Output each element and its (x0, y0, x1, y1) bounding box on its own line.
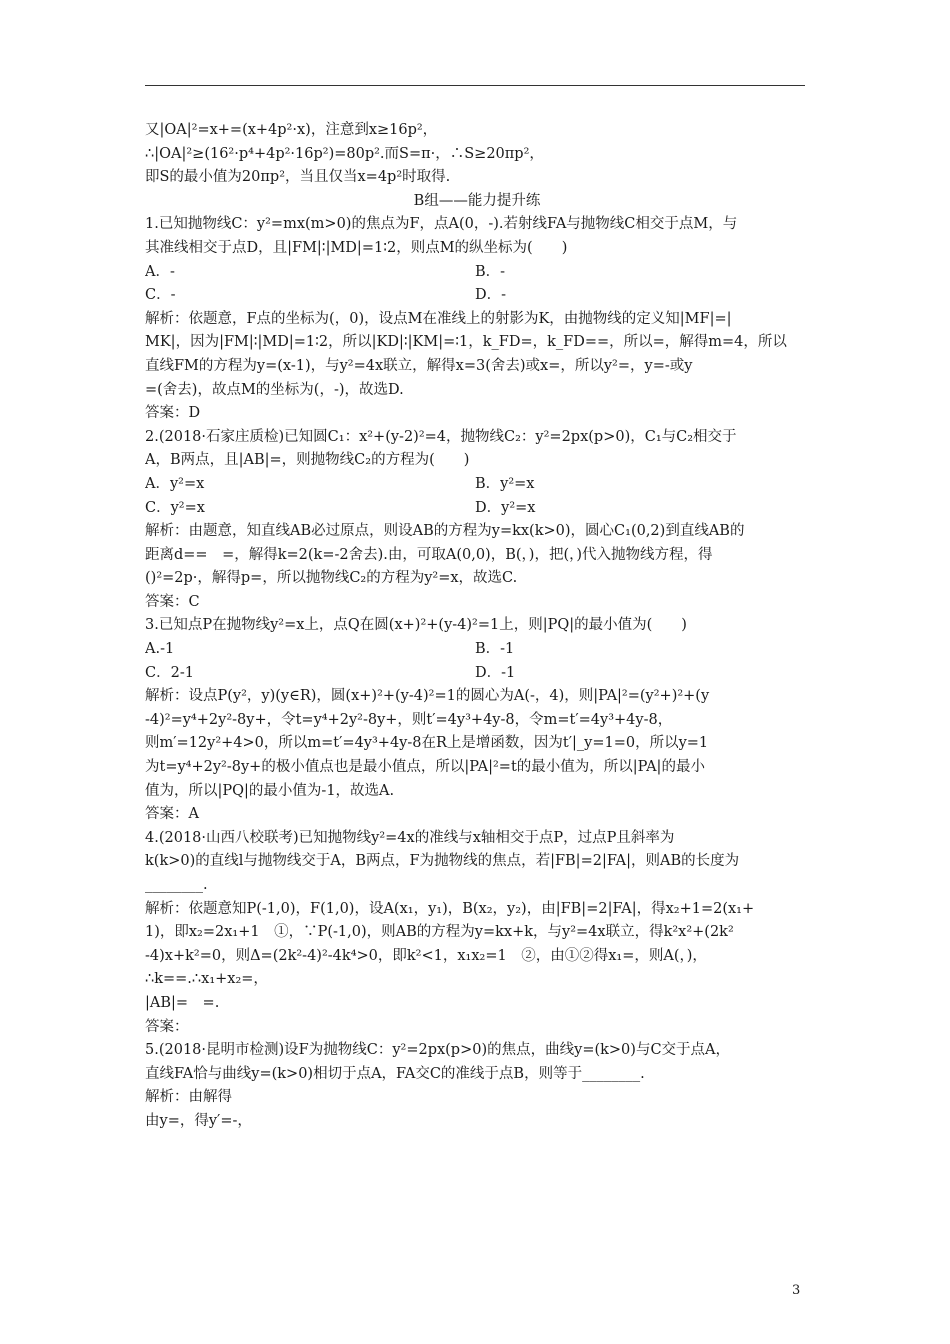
option-b: B．- (475, 263, 506, 280)
page-number: 3 (792, 1283, 801, 1298)
option-a: A.-1 (145, 641, 175, 658)
question-2: 2.(2018·石家庄质检)已知圆C₁：x²+(y-2)²=4，抛物线C₂：y²=2px(p>0)，C₁与C₂相交于 (145, 428, 737, 445)
solution-line: 解析：设点P(y²，y)(y∈R)，圆(x+)²+(y-4)²=1的圆心为A(-，4)，则|PA|²=(y²+)²+(y (145, 688, 710, 705)
solution-line: 则m′=12y²+4>0，所以m=t′=4y³+4y-8在R上是增函数，因为t′|_y=1=0，所以y=1 (145, 735, 709, 752)
answer-blank: ________. (145, 877, 208, 893)
solution-line: 由y=，得y′=-， (145, 1112, 252, 1129)
option-a: A．- (145, 263, 175, 280)
text-line: A，B两点，且|AB|=，则抛物线C₂的方程为( ) (145, 452, 470, 469)
solution-line: 解析：由解得 (145, 1089, 232, 1106)
options-row (145, 662, 809, 686)
question-1: 1.已知抛物线C：y²=mx(m>0)的焦点为F，点A(0，-).若射线FA与抛物线C相交于点M，与 (145, 216, 738, 233)
text-line: k(k>0)的直线l与抛物线交于A，B两点，F为抛物线的焦点，若|FB|=2|FA|，则AB的长度为 (145, 853, 740, 870)
solution-line: 解析：依题意，F点的坐标为(，0)，设点M在准线上的射影为K，由抛物线的定义知|MF|=| (145, 310, 732, 327)
text-line: 又|OA|²=x+=(x+4p²·x)，注意到x≥16p²， (145, 122, 438, 138)
options-row (145, 473, 809, 497)
answer-line: 答案：D (145, 405, 201, 422)
options-row (145, 284, 809, 308)
solution-line: 值为，所以|PQ|的最小值为-1，故选A. (145, 782, 395, 799)
option-b: B．y²=x (475, 475, 535, 492)
text-line: 直线FA恰与曲线y=(k>0)相切于点A，FA交C的准线于点B，则等于________. (145, 1065, 645, 1082)
solution-line: -4)x+k²=0，则Δ=(2k²-4)²-4k⁴>0，即k²<1，x₁x₂=1 ②，由①②得x₁=，则A(，)， (145, 947, 707, 964)
answer-line: 答案：A (145, 806, 199, 823)
solution-line: 为t=y⁴+2y²-8y+的极小值点也是最小值点，所以|PA|²=t的最小值为，所以|PA|的最小 (145, 759, 705, 776)
options-row (145, 638, 809, 662)
option-d: D．- (475, 287, 507, 304)
solution-line: 直线FM的方程为y=(x-1)，与y²=4x联立，解得x=3(舍去)或x=，所以y²=，y=-或y (145, 357, 693, 374)
option-c: C．2-1 (145, 664, 194, 681)
solution-line: 解析：依题意知P(-1,0)，F(1,0)，设A(x₁，y₁)，B(x₂，y₂)，由|FB|=2|FA|，得x₂+1=2(x₁+ (145, 900, 755, 917)
solution-line: -4)²=y⁴+2y²-8y+，令t=y⁴+2y²-8y+，则t′=4y³+4y-8，令m=t′=4y³+4y-8， (145, 711, 673, 728)
answer-line: 答案：C (145, 593, 200, 610)
question-4: 4.(2018·山西八校联考)已知抛物线y²=4x的准线与x轴相交于点P，过点P且斜率为 (145, 829, 675, 846)
option-d: D．-1 (475, 664, 516, 681)
page-content (145, 119, 809, 1134)
option-d: D．y²=x (475, 499, 536, 516)
text-line: 其准线相交于点D，且|FM|∶|MD|=1∶2，则点M的纵坐标为( ) (145, 239, 568, 256)
answer-line: 答案： (145, 1018, 189, 1035)
options-row (145, 497, 809, 521)
solution-line: 1)，即x₂=2x₁+1 ①，∵P(-1,0)，则AB的方程为y=kx+k，与y²=4x联立，得k²x²+(2k² (145, 924, 734, 941)
text-line: ∴|OA|²≥(16²·p⁴+4p²·16p²)=80p².而S=π·，∴S≥20πp²， (145, 145, 544, 162)
option-a: A．y²=x (145, 475, 205, 492)
solution-line: |AB|= =. (145, 994, 220, 1011)
solution-line: MK|，因为|FM|∶|MD|=1∶2，所以|KD|∶|KM|=∶1，k_FD=，k_FD==，所以=，解得m=4，所以 (145, 334, 787, 351)
options-row (145, 261, 809, 285)
solution-line: 距离d== =，解得k=2(k=-2舍去).由，可取A(0,0)，B(，)，把(，)代入抛物线方程，得 (145, 546, 713, 563)
solution-line: ()²=2p·，解得p=，所以抛物线C₂的方程为y²=x，故选C. (145, 570, 518, 587)
text-line: 即S的最小值为20πp²，当且仅当x=4p²时取得. (145, 169, 451, 186)
option-c: C．- (145, 287, 176, 304)
option-c: C．y²=x (145, 499, 205, 516)
section-heading: B组——能力提升练 (413, 192, 541, 209)
option-b: B．-1 (475, 641, 515, 658)
solution-line: =(舍去)，故点M的坐标为(，-)，故选D. (145, 381, 404, 398)
header-rule (145, 85, 805, 86)
question-3: 3.已知点P在抛物线y²=x上，点Q在圆(x+)²+(y-4)²=1上，则|PQ|的最小值为( ) (145, 617, 687, 634)
solution-line: ∴k==.∴x₁+x₂=， (145, 971, 268, 988)
question-5: 5.(2018·昆明市检测)设F为抛物线C：y²=2px(p>0)的焦点，曲线y=(k>0)与C交于点A， (145, 1042, 731, 1059)
solution-line: 解析：由题意，知直线AB必过原点，则设AB的方程为y=kx(k>0)，圆心C₁(0,2)到直线AB的 (145, 523, 745, 540)
